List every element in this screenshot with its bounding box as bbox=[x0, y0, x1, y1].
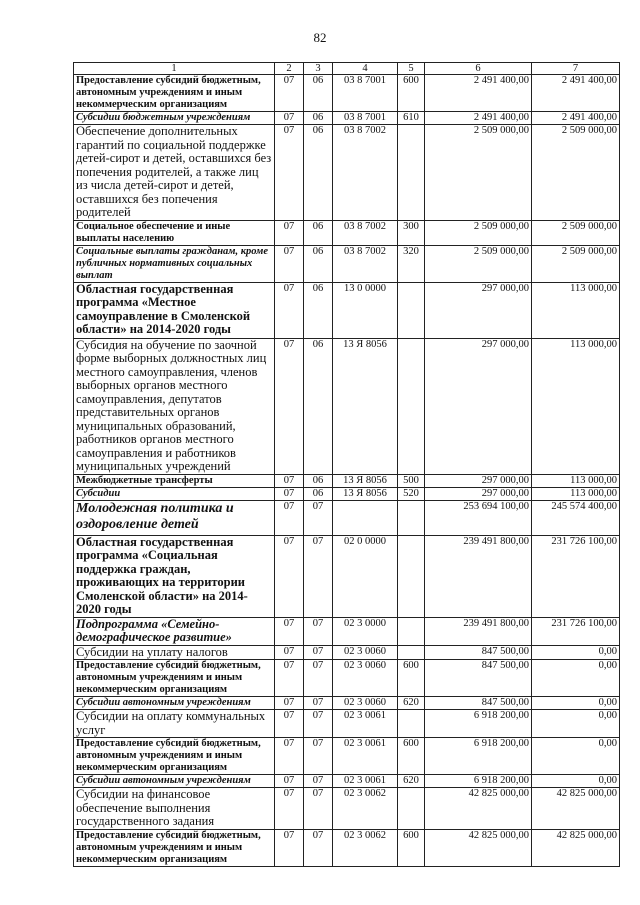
row-expense-type: 500 bbox=[398, 474, 425, 487]
row-expense-type: 610 bbox=[398, 112, 425, 125]
row-section: 07 bbox=[275, 487, 304, 500]
row-subsection: 07 bbox=[304, 710, 333, 738]
row-amount-1: 847 500,00 bbox=[425, 660, 532, 697]
row-subsection: 06 bbox=[304, 245, 333, 282]
row-name: Субсидии бюджетным учреждениям bbox=[74, 112, 275, 125]
row-section: 07 bbox=[275, 617, 304, 645]
table-row bbox=[74, 75, 620, 112]
row-name: Субсидии автономным учреждениям bbox=[74, 697, 275, 710]
row-name: Предоставление субсидий бюджетным, автономным учреждениям и иным некоммерческим организациям bbox=[74, 75, 275, 112]
table-row bbox=[74, 474, 620, 487]
row-subsection: 06 bbox=[304, 338, 333, 474]
row-target-code: 02 3 0061 bbox=[333, 710, 398, 738]
row-subsection: 07 bbox=[304, 617, 333, 645]
row-amount-1: 297 000,00 bbox=[425, 487, 532, 500]
row-subsection: 07 bbox=[304, 660, 333, 697]
column-header: 4 bbox=[333, 63, 398, 75]
row-amount-1: 847 500,00 bbox=[425, 697, 532, 710]
row-name: Предоставление субсидий бюджетным, автономным учреждениям и иным некоммерческим организациям bbox=[74, 829, 275, 866]
table-row bbox=[74, 829, 620, 866]
row-amount-2: 231 726 100,00 bbox=[532, 617, 620, 645]
row-amount-1: 297 000,00 bbox=[425, 338, 532, 474]
table-row bbox=[74, 245, 620, 282]
row-section: 07 bbox=[275, 829, 304, 866]
table-row bbox=[74, 125, 620, 221]
table-row bbox=[74, 788, 620, 830]
row-subsection: 06 bbox=[304, 112, 333, 125]
row-amount-2: 113 000,00 bbox=[532, 487, 620, 500]
column-header: 2 bbox=[275, 63, 304, 75]
row-target-code: 02 3 0062 bbox=[333, 829, 398, 866]
row-amount-1: 297 000,00 bbox=[425, 474, 532, 487]
row-expense-type: 600 bbox=[398, 660, 425, 697]
row-subsection: 06 bbox=[304, 220, 333, 245]
row-amount-2: 245 574 400,00 bbox=[532, 500, 620, 535]
row-amount-2: 113 000,00 bbox=[532, 474, 620, 487]
table-row bbox=[74, 617, 620, 645]
table-row bbox=[74, 500, 620, 535]
row-expense-type bbox=[398, 500, 425, 535]
row-amount-1: 2 491 400,00 bbox=[425, 75, 532, 112]
row-expense-type: 620 bbox=[398, 697, 425, 710]
table-row bbox=[74, 738, 620, 775]
row-name: Субсидии на уплату налогов bbox=[74, 645, 275, 660]
row-expense-type bbox=[398, 645, 425, 660]
row-subsection: 07 bbox=[304, 829, 333, 866]
row-section: 07 bbox=[275, 282, 304, 338]
row-name: Областная государственная программа «Социальная поддержка граждан, проживающих на территории Смоленской области» на 2014-2020 годы bbox=[74, 535, 275, 617]
row-section: 07 bbox=[275, 220, 304, 245]
row-section: 07 bbox=[275, 125, 304, 221]
row-amount-2: 2 491 400,00 bbox=[532, 112, 620, 125]
row-target-code: 03 8 7001 bbox=[333, 112, 398, 125]
row-target-code: 02 3 0062 bbox=[333, 788, 398, 830]
row-name: Субсидии на финансовое обеспечение выполнения государственного задания bbox=[74, 788, 275, 830]
row-amount-1: 253 694 100,00 bbox=[425, 500, 532, 535]
table-row bbox=[74, 112, 620, 125]
row-name: Областная государственная программа «Местное самоуправление в Смоленской области» на 2014-2020 годы bbox=[74, 282, 275, 338]
row-amount-1: 239 491 800,00 bbox=[425, 617, 532, 645]
row-section: 07 bbox=[275, 535, 304, 617]
row-amount-1: 847 500,00 bbox=[425, 645, 532, 660]
row-subsection: 07 bbox=[304, 645, 333, 660]
row-amount-2: 0,00 bbox=[532, 660, 620, 697]
row-name: Предоставление субсидий бюджетным, автономным учреждениям и иным некоммерческим организациям bbox=[74, 738, 275, 775]
row-expense-type bbox=[398, 125, 425, 221]
column-header: 1 bbox=[74, 63, 275, 75]
row-amount-2: 113 000,00 bbox=[532, 282, 620, 338]
row-target-code: 03 8 7002 bbox=[333, 245, 398, 282]
row-expense-type: 620 bbox=[398, 775, 425, 788]
header-row bbox=[74, 63, 620, 75]
row-section: 07 bbox=[275, 474, 304, 487]
row-amount-2: 0,00 bbox=[532, 710, 620, 738]
row-target-code: 13 0 0000 bbox=[333, 282, 398, 338]
row-section: 07 bbox=[275, 775, 304, 788]
row-name: Подпрограмма «Семейно-демографическое развитие» bbox=[74, 617, 275, 645]
table-row bbox=[74, 487, 620, 500]
row-subsection: 06 bbox=[304, 125, 333, 221]
row-target-code: 03 8 7001 bbox=[333, 75, 398, 112]
row-name: Социальное обеспечение и иные выплаты населению bbox=[74, 220, 275, 245]
row-subsection: 07 bbox=[304, 788, 333, 830]
row-amount-1: 6 918 200,00 bbox=[425, 775, 532, 788]
column-header: 6 bbox=[425, 63, 532, 75]
row-amount-2: 0,00 bbox=[532, 775, 620, 788]
row-target-code: 03 8 7002 bbox=[333, 125, 398, 221]
row-target-code: 02 3 0061 bbox=[333, 775, 398, 788]
row-target-code: 02 3 0060 bbox=[333, 697, 398, 710]
row-name: Социальные выплаты гражданам, кроме публичных нормативных социальных выплат bbox=[74, 245, 275, 282]
row-amount-1: 42 825 000,00 bbox=[425, 829, 532, 866]
row-name: Субсидии bbox=[74, 487, 275, 500]
row-amount-1: 2 509 000,00 bbox=[425, 220, 532, 245]
row-name: Субсидия на обучение по заочной форме выборных должностных лиц местного самоуправления, членов выборных органов местного самоуправления, депутатов представительных органов муниципальных образований, работников органов местного самоуправления и работников муниципальных учреждений bbox=[74, 338, 275, 474]
row-expense-type bbox=[398, 535, 425, 617]
row-subsection: 07 bbox=[304, 500, 333, 535]
row-amount-1: 6 918 200,00 bbox=[425, 738, 532, 775]
row-amount-2: 0,00 bbox=[532, 645, 620, 660]
row-section: 07 bbox=[275, 738, 304, 775]
row-section: 07 bbox=[275, 75, 304, 112]
row-expense-type bbox=[398, 617, 425, 645]
row-section: 07 bbox=[275, 660, 304, 697]
row-amount-1: 2 509 000,00 bbox=[425, 125, 532, 221]
row-expense-type bbox=[398, 338, 425, 474]
table-row bbox=[74, 660, 620, 697]
row-expense-type: 600 bbox=[398, 738, 425, 775]
row-section: 07 bbox=[275, 710, 304, 738]
row-section: 07 bbox=[275, 645, 304, 660]
row-target-code: 02 3 0061 bbox=[333, 738, 398, 775]
table-row bbox=[74, 282, 620, 338]
row-name: Молодежная политика и оздоровление детей bbox=[74, 500, 275, 535]
row-expense-type: 300 bbox=[398, 220, 425, 245]
row-name: Субсидии автономным учреждениям bbox=[74, 775, 275, 788]
page-number: 82 bbox=[313, 30, 327, 45]
row-subsection: 06 bbox=[304, 75, 333, 112]
row-expense-type: 600 bbox=[398, 829, 425, 866]
row-amount-1: 6 918 200,00 bbox=[425, 710, 532, 738]
row-section: 07 bbox=[275, 245, 304, 282]
row-amount-2: 0,00 bbox=[532, 697, 620, 710]
row-amount-1: 2 491 400,00 bbox=[425, 112, 532, 125]
row-amount-2: 2 509 000,00 bbox=[532, 125, 620, 221]
column-header: 7 bbox=[532, 63, 620, 75]
row-target-code: 02 0 0000 bbox=[333, 535, 398, 617]
row-subsection: 06 bbox=[304, 282, 333, 338]
row-amount-2: 2 509 000,00 bbox=[532, 220, 620, 245]
row-amount-1: 2 509 000,00 bbox=[425, 245, 532, 282]
row-amount-2: 2 491 400,00 bbox=[532, 75, 620, 112]
row-subsection: 06 bbox=[304, 487, 333, 500]
row-target-code: 13 Я 8056 bbox=[333, 474, 398, 487]
row-target-code: 02 3 0060 bbox=[333, 645, 398, 660]
row-expense-type: 320 bbox=[398, 245, 425, 282]
row-expense-type: 600 bbox=[398, 75, 425, 112]
budget-table bbox=[73, 62, 620, 867]
row-name: Обеспечение дополнительных гарантий по социальной поддержке детей-сирот и детей, оставшихся без попечения родителей, а также лиц из числа детей-сирот и детей, оставшихся без попечения родителей bbox=[74, 125, 275, 221]
row-target-code bbox=[333, 500, 398, 535]
table-row bbox=[74, 338, 620, 474]
row-amount-1: 239 491 800,00 bbox=[425, 535, 532, 617]
row-target-code: 02 3 0060 bbox=[333, 660, 398, 697]
table-row bbox=[74, 697, 620, 710]
row-amount-2: 0,00 bbox=[532, 738, 620, 775]
row-subsection: 06 bbox=[304, 474, 333, 487]
row-amount-2: 42 825 000,00 bbox=[532, 788, 620, 830]
row-amount-1: 42 825 000,00 bbox=[425, 788, 532, 830]
table-row bbox=[74, 775, 620, 788]
row-subsection: 07 bbox=[304, 697, 333, 710]
row-name: Межбюджетные трансферты bbox=[74, 474, 275, 487]
row-target-code: 02 3 0000 bbox=[333, 617, 398, 645]
column-header: 3 bbox=[304, 63, 333, 75]
table-row bbox=[74, 535, 620, 617]
row-section: 07 bbox=[275, 697, 304, 710]
row-section: 07 bbox=[275, 500, 304, 535]
column-header: 5 bbox=[398, 63, 425, 75]
row-expense-type bbox=[398, 282, 425, 338]
row-expense-type bbox=[398, 710, 425, 738]
row-target-code: 13 Я 8056 bbox=[333, 487, 398, 500]
row-subsection: 07 bbox=[304, 738, 333, 775]
row-target-code: 03 8 7002 bbox=[333, 220, 398, 245]
row-subsection: 07 bbox=[304, 775, 333, 788]
row-name: Субсидии на оплату коммунальных услуг bbox=[74, 710, 275, 738]
row-expense-type bbox=[398, 788, 425, 830]
row-amount-2: 2 509 000,00 bbox=[532, 245, 620, 282]
row-subsection: 07 bbox=[304, 535, 333, 617]
table-row bbox=[74, 220, 620, 245]
row-target-code: 13 Я 8056 bbox=[333, 338, 398, 474]
row-amount-1: 297 000,00 bbox=[425, 282, 532, 338]
row-expense-type: 520 bbox=[398, 487, 425, 500]
row-amount-2: 113 000,00 bbox=[532, 338, 620, 474]
table-row bbox=[74, 645, 620, 660]
row-amount-2: 42 825 000,00 bbox=[532, 829, 620, 866]
table-row bbox=[74, 710, 620, 738]
row-section: 07 bbox=[275, 112, 304, 125]
row-section: 07 bbox=[275, 338, 304, 474]
row-name: Предоставление субсидий бюджетным, автономным учреждениям и иным некоммерческим организациям bbox=[74, 660, 275, 697]
row-amount-2: 231 726 100,00 bbox=[532, 535, 620, 617]
row-section: 07 bbox=[275, 788, 304, 830]
